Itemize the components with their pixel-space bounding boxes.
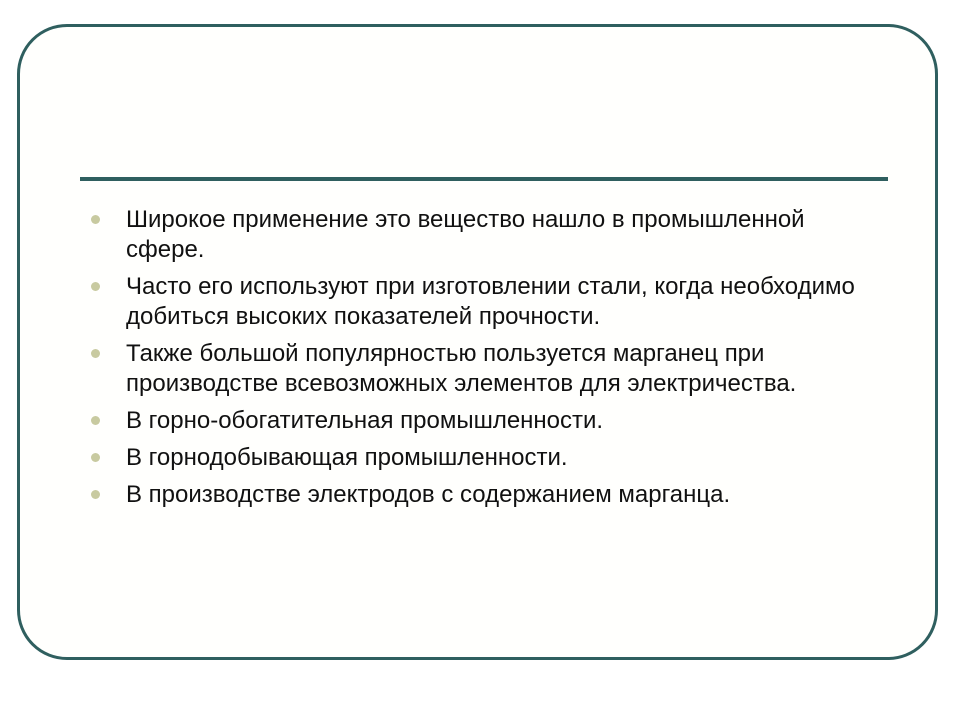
bullet-text: В горнодобывающая промышленности. bbox=[126, 444, 568, 471]
bullet-text: Также большой популярностью пользуется марганец при производстве всевозможных элементов для электричества. bbox=[126, 340, 797, 397]
list-item bbox=[90, 339, 880, 399]
bullet-dot-icon bbox=[91, 349, 100, 358]
list-item bbox=[90, 480, 880, 510]
list-item bbox=[90, 406, 880, 436]
bullet-text: Широкое применение это вещество нашло в промышленной сфере. bbox=[126, 206, 805, 263]
bullet-dot-icon bbox=[91, 453, 100, 462]
bullet-dot-icon bbox=[91, 416, 100, 425]
list-item bbox=[90, 205, 880, 265]
bullet-text: В производстве электродов с содержанием марганца. bbox=[126, 481, 731, 508]
list-item bbox=[90, 443, 880, 473]
bullet-text: В горно-обогатительная промышленности. bbox=[126, 407, 604, 434]
bullet-dot-icon bbox=[91, 490, 100, 499]
bullet-dot-icon bbox=[91, 215, 100, 224]
title-divider bbox=[80, 177, 888, 181]
bullet-list bbox=[90, 205, 880, 517]
list-item bbox=[90, 272, 880, 332]
bullet-dot-icon bbox=[91, 282, 100, 291]
bullet-text: Часто его используют при изготовлении стали, когда необходимо добиться высоких показателей прочности. bbox=[126, 273, 855, 330]
